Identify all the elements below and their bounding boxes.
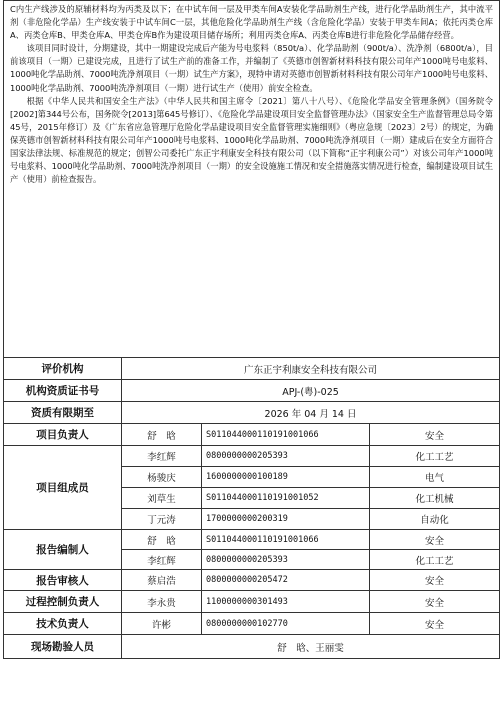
member-cert: 0800000000205393 [202,446,370,467]
process-name: 李永贵 [122,591,202,613]
member-cert: 1700000000200319 [202,509,370,530]
reviewer-label: 报告审核人 [4,570,122,591]
author-cert: S011044000110191001066 [202,530,370,550]
member-specialty: 化工机械 [370,488,500,509]
reviewer-row [4,570,500,591]
reviewer-cert: 0800000000205472 [202,570,370,591]
description-paragraph-1: C内生产线涉及的原辅材料均为丙类及以下；在中试车间一层及甲类车间A安装化学品助剂生产线，进行化学品助剂生产，其中流平剂（非危险化学品）生产线安装于中试车间C一层，其他危险化学品助剂生产线（含危险化学品）安装于甲类车间A；依托丙类仓库A、丙类仓库B、甲类仓库A、甲类仓库B作为建设项目储存场所；利用丙类仓库A、丙类仓库B进行非危险化学品储存经营。 [10,4,494,41]
process-cert: 1100000000301493 [202,591,370,613]
survey-row [4,635,500,659]
description-paragraph-2: 该项目同时设计，分期建设，其中一期建设完成后产能为号电浆料（850t/a）、化学品助剂（900t/a）、洗净剂（6800t/a），目前该项目（一期）已建设完成，且进行了试生产前的准备工作，并编制了《英德市创智新材料科技有限公司年产1000吨号电浆料、1000吨化学品助剂、7000吨洗净剂项目（一期）试生产方案》，现特申请对英德市创智新材料科技有限公司年产1000吨号电浆料、1000吨化学品助剂、7000吨洗净剂项目（一期）进行试生产（使用）前安全检查。 [10,43,494,93]
member-name: 李红辉 [122,446,202,467]
member-name: 刘草生 [122,488,202,509]
survey-label: 现场勘验人员 [4,635,122,659]
author-name: 舒 晗 [122,530,202,550]
reviewer-specialty: 安全 [370,570,500,591]
reviewer-name: 蔡启浩 [122,570,202,591]
authors-label: 报告编制人 [4,530,122,570]
survey-value: 舒 晗、王丽雯 [122,635,500,659]
author-name: 李红辉 [122,550,202,570]
member-cert: S011044000110191001052 [202,488,370,509]
author-row [4,530,500,550]
members-label: 项目组成员 [4,446,122,530]
report-info-table [3,0,500,659]
leader-label: 项目负责人 [4,424,122,446]
leader-cert: S011044000110191001066 [202,424,370,446]
validity-row [4,402,500,424]
author-cert: 0800000000205393 [202,550,370,570]
project-description-cell [4,1,500,358]
member-name: 杨骏庆 [122,467,202,488]
validity-value: 2026 年 04 月 14 日 [122,402,500,424]
cert-row [4,380,500,402]
process-specialty: 安全 [370,591,500,613]
cert-value: APJ-(粤)-025 [122,380,500,402]
member-cert: 1600000000100189 [202,467,370,488]
member-specialty: 化工工艺 [370,446,500,467]
description-paragraph-3: 根据《中华人民共和国安全生产法》（中华人民共和国主席令〔2021〕第八十八号）、《危险化学品安全管理条例》（国务院令[2002]第344号公布，国务院令[2013]第645号修订）、《危险化学品建设项目安全监督管理办法》（国家安全生产监督管理总局令第45号，2015年修订）及《广东省应急管理厅危险化学品建设项目安全监督管理实施细则》（粤应急规〔2023〕2号）的规定，为确保英德市创智新材料科技有限公司年产1000吨号电浆料、1000吨化学品助剂、7000吨洗净剂项目（一期）建成后在安全方面符合国家法律法规、标准规范的规定；创智公司委托广东正宇利康安全科技有限公司（以下简称“正宇利康公司”）对该公司年产1000吨号电浆料、1000吨化学品助剂、7000吨洗净剂项目（一期）的安全设施施工情况和安全措施落实情况进行检查，编制建设项目试生产（使用）前检查报告。 [10,95,494,185]
author-specialty: 化工工艺 [370,550,500,570]
cert-label: 机构资质证书号 [4,380,122,402]
leader-row [4,424,500,446]
member-name: 丁元涛 [122,509,202,530]
member-specialty: 电气 [370,467,500,488]
tech-name: 许彬 [122,613,202,635]
process-row [4,591,500,613]
member-row [4,446,500,467]
validity-label: 资质有限期至 [4,402,122,424]
tech-cert: 0800000000102770 [202,613,370,635]
member-specialty: 自动化 [370,509,500,530]
evaluator-row [4,358,500,380]
process-label: 过程控制负责人 [4,591,122,613]
leader-specialty: 安全 [370,424,500,446]
evaluator-label: 评价机构 [4,358,122,380]
tech-row [4,613,500,635]
tech-specialty: 安全 [370,613,500,635]
author-specialty: 安全 [370,530,500,550]
leader-name: 舒 晗 [122,424,202,446]
evaluator-value: 广东正宇利康安全科技有限公司 [122,358,500,380]
tech-label: 技术负责人 [4,613,122,635]
